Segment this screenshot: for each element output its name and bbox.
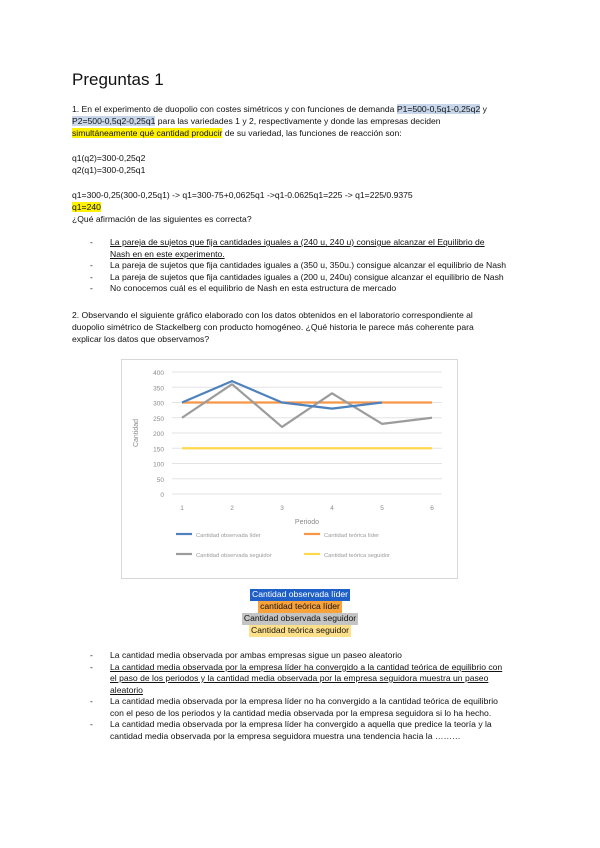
legend-label-follower-theoretical — [0, 625, 600, 637]
q2-option-d-line-2: cantidad media observada por la empresa seguidora muestra una tendencia hacia la ……… — [110, 730, 461, 741]
legend-label-follower-observed — [0, 613, 600, 625]
q1-option-a-line-2: Nash en en este experimento. — [110, 248, 225, 259]
q2-options-list — [90, 650, 502, 742]
q1-option-a — [90, 237, 506, 260]
q1-question: ¿Qué afirmación de las siguientes es correcta? — [72, 214, 252, 224]
x-tick-label: 3 — [280, 505, 284, 512]
q2-option-c-line-2: con el peso de los periodos y la cantidad media observada por la empresa seguidora si lo ha hecho. — [110, 707, 492, 718]
simultaneous-highlight: simultáneamente qué cantidad producir — [72, 128, 223, 138]
y-tick-label: 250 — [153, 415, 164, 423]
legend-label-leader-observed — [0, 589, 600, 601]
legend-text-leader-observed: Cantidad observada líder — [251, 589, 349, 599]
legend-entry-1: Cantidad observada líder — [196, 533, 261, 539]
q2-option-b — [90, 662, 502, 697]
legend-text-follower-theoretical: Cantidad teórica seguidor — [251, 625, 349, 635]
q2-option-c-line-1: La cantidad media observada por la empresa líder no ha convergido a la cantidad teórica de equilibrio — [110, 696, 498, 706]
x-axis-title: Periodo — [294, 519, 320, 526]
x-tick-label: 4 — [330, 505, 334, 512]
legend-entry-3: Cantidad observada seguidor — [196, 553, 272, 559]
q2-intro-line-1: 2. Observando el siguiente gráfico elaborado con los datos obtenidos en el laboratorio correspondiente al — [72, 310, 473, 320]
q1-intro-text-3: de su variedad, las funciones de reacción son: — [222, 128, 402, 138]
q2-option-b-line-2: el paso de los periodos y la cantidad media observada por la empresa seguidora muestra un paseo — [110, 673, 489, 683]
x-tick-label: 6 — [430, 505, 434, 512]
y-tick-label: 50 — [156, 476, 164, 484]
q2-option-a: - La cantidad media observada por ambas empresas sigue un paseo aleatorio — [90, 650, 502, 662]
q2-intro-line-3: explicar los datos que observamos? — [72, 334, 210, 344]
q1-intro-text-2: para las variedades 1 y 2, respectivamente y donde las empresas deciden — [155, 116, 441, 126]
reaction-function-2: q2(q1)=300-0,25q1 — [72, 165, 146, 175]
legend-entry-2: Cantidad teórica líder — [324, 533, 380, 539]
q1-option-c: - La pareja de sujetos que fija cantidades iguales a (200 u, 240u) consigue alcanzar el equilibrio de Nash — [90, 272, 506, 284]
legend-label-leader-theoretical — [0, 601, 600, 613]
x-tick-label: 5 — [380, 505, 384, 512]
y-tick-label: 200 — [153, 431, 164, 438]
q1-options-list — [90, 237, 506, 295]
y-tick-label: 150 — [153, 446, 164, 454]
y-tick-label: 0 — [160, 492, 164, 499]
y-tick-label: 400 — [153, 370, 164, 377]
calculation-result — [72, 202, 101, 214]
q1-intro-line-2 — [72, 116, 441, 128]
legend-text-leader-theoretical: cantidad teórica líder — [260, 601, 340, 611]
x-tick-label: 1 — [180, 505, 184, 512]
q1-option-a-line-1: La pareja de sujetos que fija cantidades iguales a (240 u, 240 u) consigue alcanzar el Equilibrio de — [110, 237, 485, 247]
y-tick-label: 300 — [153, 400, 164, 408]
y-tick-label: 350 — [153, 385, 164, 393]
y-axis-title: Cantidad — [133, 418, 140, 448]
legend-text-follower-observed: Cantidad observada seguidor — [243, 613, 357, 623]
calculation-line: q1=300-0,25(300-0,25q1) -> q1=300-75+0,0625q1 ->q1-0.0625q1=225 -> q1=225/0.9375 — [72, 190, 413, 200]
chart-container — [121, 359, 458, 579]
page-title: Preguntas 1 — [72, 70, 164, 89]
q2-option-b-line-3: aleatorio — [110, 684, 143, 695]
q1-intro-text: 1. En el experimento de duopolio con costes simétricos y con funciones de demanda — [72, 104, 397, 114]
legend-entry-4: Cantidad teórica seguidor — [324, 553, 391, 559]
q2-option-d-line-1: La cantidad media observada por la empresa líder ha convergido a aquella que predice la teoría y la — [110, 719, 492, 729]
demand-function-2: P2=500-0,5q2-0,25q1 — [72, 116, 156, 126]
result-highlight: q1=240 — [72, 202, 101, 212]
q1-intro-conj: y — [480, 104, 487, 114]
q2-intro-line-2: duopolio simétrico de Stackelberg con producto homogéneo. ¿Qué historia le parece más coherente para — [72, 322, 474, 332]
q1-option-d: - No conocemos cuál es el equilibrio de Nash en esta estructura de mercado — [90, 283, 506, 295]
q1-intro-line-3 — [72, 128, 402, 140]
reaction-function-1: q1(q2)=300-0,25q2 — [72, 153, 146, 163]
q2-option-d — [90, 719, 502, 742]
q2-option-b-line-1: La cantidad media observada por la empresa líder ha convergido a la cantidad teórica de equilibrio con — [110, 661, 503, 672]
line-chart — [122, 360, 457, 578]
x-tick-label: 2 — [230, 505, 234, 512]
demand-function-1: P1=500-0,5q1-0,25q2 — [396, 104, 481, 114]
q1-intro-line-1 — [72, 104, 487, 116]
q1-option-b: - La pareja de sujetos que fija cantidades iguales a (350 u, 350u.) consigue alcanzar el equilibrio de Nash — [90, 260, 506, 272]
q2-option-c — [90, 696, 502, 719]
y-tick-label: 100 — [153, 461, 164, 469]
